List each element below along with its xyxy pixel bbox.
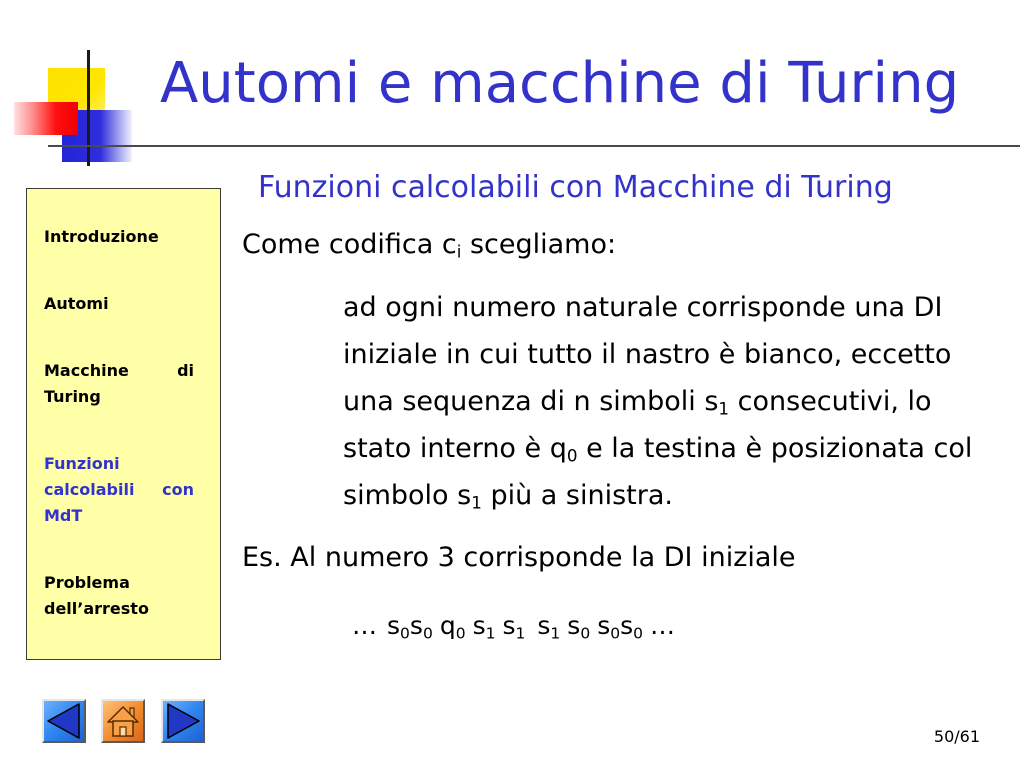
tape-symbol [502,606,525,646]
subscript: 1 [718,398,730,419]
tape-symbol [537,606,560,646]
slide-subtitle: Funzioni calcolabili con Macchine di Turing [258,170,893,205]
subscript: 1 [471,492,482,513]
definition-line [343,472,972,519]
sidebar-item-introduzione[interactable]: Introduzione [44,227,159,246]
tape-symbol-letter: s [387,611,401,640]
encoding-intro-after: scegliamo: [461,229,617,260]
left-arrow-icon [44,701,84,741]
sidebar-item-macchine-di-turing[interactable]: Macchine di Turing [44,361,194,406]
definition-text: e la testina è posizionata col [577,433,973,464]
tape-symbol [597,606,620,646]
tape-ellipsis-right: … [650,611,675,640]
definition-text: iniziale in cui tutto il nastro è bianco, eccetto [343,339,952,370]
definition-line [343,284,972,331]
tape-symbol [410,606,433,646]
subscript: 0 [400,624,410,643]
tape-symbol-letter: s [537,611,551,640]
subscript: i [456,241,462,262]
definition-text: una sequenza di n simboli s [343,386,719,417]
sidebar-item-funzioni-calcolabili[interactable]: Funzioni calcolabili con MdT [44,454,194,525]
subscript: 0 [455,624,466,643]
definition-text: simbolo s [343,480,472,511]
sidebar-item-problema-arresto[interactable]: Problema dell’arresto [44,573,149,618]
subscript: 0 [610,624,621,643]
definition-text: ad ogni numero naturale corrisponde una DI [343,292,943,323]
tape-symbol-letter: s [409,611,423,640]
tape-symbol [387,606,410,646]
tape-symbol [567,606,590,646]
tape-symbol-letter: s [472,611,486,640]
definition-paragraph [343,284,972,519]
next-slide-button[interactable] [161,699,205,743]
title-divider [48,145,1020,147]
slide-title: Automi e macchine di Turing [160,51,960,116]
tape-symbol-letter: s [597,611,611,640]
subscript: 0 [566,445,578,466]
definition-text: più a sinistra. [481,480,673,511]
encoding-intro [242,221,616,268]
tape-symbol-letter: s [567,611,581,640]
sidebar-item-automi[interactable]: Automi [44,294,109,313]
tape-symbol-letter: q [439,611,456,640]
definition-line [343,331,972,378]
tape-sequence [352,606,675,646]
definition-line [343,378,972,425]
home-button[interactable] [101,699,145,743]
page-number: 50/61 [933,727,980,746]
logo-red-bar [14,102,78,135]
definition-text: consecutivi, lo [729,386,932,417]
tape-symbol [440,606,466,646]
tape-symbol-letter: s [502,611,516,640]
encoding-intro-text: Come codifica c [242,229,457,260]
subscript: 0 [580,624,591,643]
subscript: 0 [633,624,643,643]
example-text: Es. Al numero 3 corrisponde la DI iniziale [242,542,796,573]
subscript: 1 [515,624,526,643]
tape-ellipsis-left: … [352,611,377,640]
subscript: 1 [550,624,561,643]
definition-line [343,425,972,472]
subscript: 1 [485,624,496,643]
sidebar-outline [26,188,221,660]
home-icon [103,701,143,741]
definition-text: stato interno è q [343,433,567,464]
tape-symbol-letter: s [620,611,634,640]
tape-symbol [620,606,643,646]
previous-slide-button[interactable] [42,699,86,743]
logo-vertical-line [87,50,90,166]
subscript: 0 [422,624,433,643]
tape-symbol [473,606,496,646]
right-arrow-icon [163,701,203,741]
